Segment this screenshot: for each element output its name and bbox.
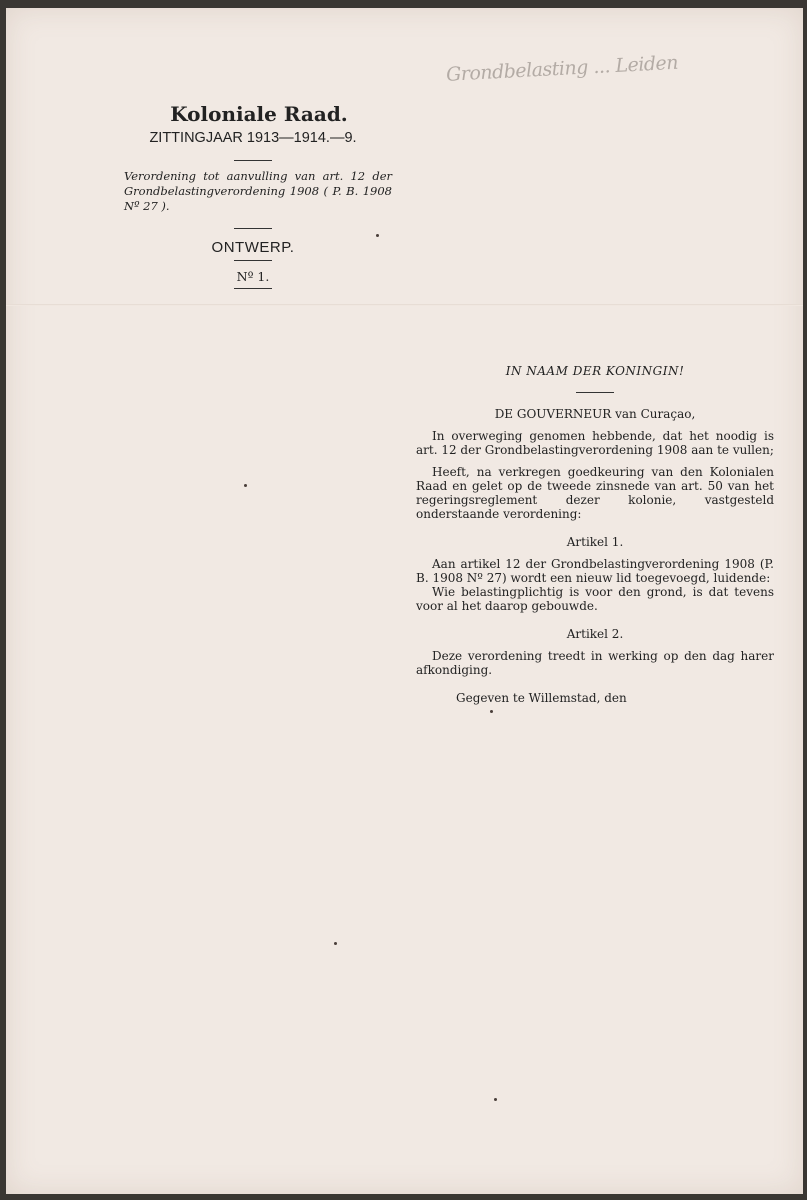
document-page (6, 8, 803, 1194)
divider (234, 228, 272, 229)
paper-speck (494, 1098, 497, 1101)
article-heading: Artikel 1. (566, 535, 624, 549)
divider (234, 288, 272, 289)
governor-heading: DE GOUVERNEUR van Curaçao, (494, 407, 696, 421)
ordinance-body (416, 364, 774, 705)
draft-label: ONTWERP. (211, 239, 295, 256)
document-number: Nº 1. (236, 269, 270, 284)
fold-line (6, 304, 803, 306)
recital-paragraph: Heeft, na verkregen goedkeuring van den Kolonialen Raad en gelet op de tweede zinsnede van art. 50 van het regeringsreglement dezer kolonie, vastgesteld onderstaande verordening: (416, 465, 774, 521)
paper-speck (244, 484, 247, 487)
paper-speck (490, 710, 493, 713)
ordinance-subject: Verordening tot aanvulling van art. 12 der Grondbelastingverordening 1908 ( P. B. 1908 Nº 27 ). (124, 169, 392, 213)
invocation: IN NAAM DER KONINGIN! (505, 364, 685, 378)
article-text: Aan artikel 12 der Grondbelastingverordening 1908 (P. B. 1908 Nº 27) wordt een nieuw lid toegevoegd, luidende: (416, 557, 774, 585)
article-quote: Wie belastingplichtig is voor den grond, is dat tevens voor al het daarop gebouwde. (416, 585, 774, 613)
session-year: ZITTINGJAAR 1913—1914.—9. (149, 130, 357, 146)
handwritten-note: Grondbelasting ... Leiden (445, 51, 679, 86)
article-heading: Artikel 2. (566, 627, 624, 641)
paper-speck (334, 942, 337, 945)
paper-speck (376, 234, 379, 237)
divider (576, 392, 614, 393)
closing-formula: Gegeven te Willemstad, den (456, 691, 627, 705)
article-text: Deze verordening treedt in werking op den dag harer afkondiging. (416, 649, 774, 677)
recital-paragraph: In overweging genomen hebbende, dat het noodig is art. 12 der Grondbelastingverordening 1908 aan te vullen; (416, 429, 774, 457)
divider (234, 160, 272, 161)
council-title: Koloniale Raad. (170, 102, 348, 126)
divider (234, 260, 272, 261)
document-header (114, 102, 392, 289)
